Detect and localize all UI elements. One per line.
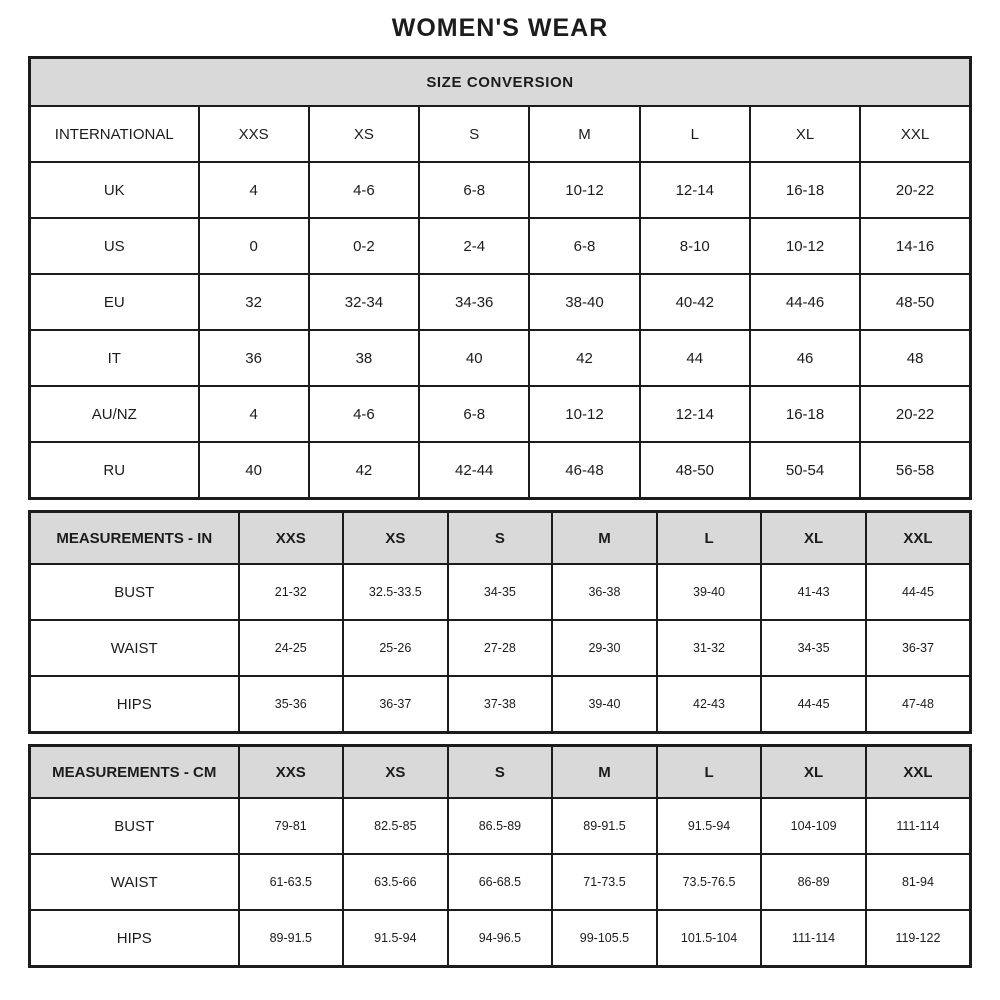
table-cell: 4 [199,386,309,442]
row-label: INTERNATIONAL [30,106,199,162]
size-header-cell: M [552,512,657,565]
table-cell: 119-122 [866,910,971,967]
row-label: BUST [30,564,239,620]
table-cell: 89-91.5 [239,910,344,967]
table-cell: 6-8 [419,386,529,442]
table-cell: 99-105.5 [552,910,657,967]
size-header-cell: L [657,746,762,799]
size-conversion-table [28,56,972,500]
size-header-cell: S [448,512,553,565]
table-cell: 36 [199,330,309,386]
table-cell: XXS [199,106,309,162]
table-cell: 20-22 [860,162,970,218]
size-header-cell: XL [761,512,866,565]
table-cell: 40-42 [640,274,750,330]
table-cell: L [640,106,750,162]
table-cell: 16-18 [750,162,860,218]
table-row [30,330,971,386]
table-cell: 4-6 [309,162,419,218]
table-cell: 34-35 [448,564,553,620]
table-cell: 61-63.5 [239,854,344,910]
table-cell: M [529,106,639,162]
table-cell: 48-50 [860,274,970,330]
table-cell: 37-38 [448,676,553,733]
table-cell: 91.5-94 [343,910,448,967]
table-row [30,620,971,676]
table-cell: 16-18 [750,386,860,442]
table-cell: 6-8 [529,218,639,274]
table-cell: 86.5-89 [448,798,553,854]
table-cell: 4-6 [309,386,419,442]
table-cell: 82.5-85 [343,798,448,854]
table-cell: 0 [199,218,309,274]
table-cell: 40 [419,330,529,386]
table-cell: 20-22 [860,386,970,442]
table-cell: 14-16 [860,218,970,274]
row-label: IT [30,330,199,386]
table-cell: 56-58 [860,442,970,499]
table-cell: 81-94 [866,854,971,910]
page-title: WOMEN'S WEAR [391,14,609,42]
table-cell: 10-12 [750,218,860,274]
table-cell: 73.5-76.5 [657,854,762,910]
table-cell: 12-14 [640,162,750,218]
table-cell: XS [309,106,419,162]
table-title-cell: MEASUREMENTS - CM [30,746,239,799]
table-row [30,910,971,967]
size-header-cell: XXS [239,512,344,565]
table-cell: 46-48 [529,442,639,499]
table-row [30,58,971,107]
size-header-cell: XS [343,746,448,799]
table-cell: 48-50 [640,442,750,499]
table-cell: 36-38 [552,564,657,620]
table-cell: 2-4 [419,218,529,274]
table-cell: 24-25 [239,620,344,676]
table-header-row [30,512,971,565]
table-row [30,564,971,620]
row-label: AU/NZ [30,386,199,442]
table-cell: XL [750,106,860,162]
row-label: WAIST [30,854,239,910]
table-cell: 44 [640,330,750,386]
table-cell: 32 [199,274,309,330]
size-header-cell: M [552,746,657,799]
table-banner: SIZE CONVERSION [30,58,971,107]
table-row [30,386,971,442]
table-cell: 34-36 [419,274,529,330]
table-cell: 42-44 [419,442,529,499]
table-row [30,162,971,218]
table-cell: 10-12 [529,386,639,442]
table-row [30,274,971,330]
table-row [30,106,971,162]
table-row [30,854,971,910]
table-cell: 42 [529,330,639,386]
table-header-row [30,746,971,799]
table-cell: 36-37 [866,620,971,676]
table-cell: 38 [309,330,419,386]
size-header-cell: XXL [866,512,971,565]
table-cell: 29-30 [552,620,657,676]
table-row [30,676,971,733]
table-cell: 44-46 [750,274,860,330]
table-cell: 86-89 [761,854,866,910]
table-cell: 42 [309,442,419,499]
table-cell: 111-114 [866,798,971,854]
table-cell: 35-36 [239,676,344,733]
table-cell: 25-26 [343,620,448,676]
table-cell: 44-45 [761,676,866,733]
row-label: BUST [30,798,239,854]
table-cell: 39-40 [552,676,657,733]
size-header-cell: L [657,512,762,565]
table-cell: 27-28 [448,620,553,676]
table-cell: 104-109 [761,798,866,854]
table-cell: 44-45 [866,564,971,620]
measurements-cm-table [28,744,972,968]
size-header-cell: XL [761,746,866,799]
table-cell: 31-32 [657,620,762,676]
table-cell: 21-32 [239,564,344,620]
table-title-cell: MEASUREMENTS - IN [30,512,239,565]
table-cell: XXL [860,106,970,162]
table-cell: 32.5-33.5 [343,564,448,620]
table-cell: 46 [750,330,860,386]
table-cell: 63.5-66 [343,854,448,910]
row-label: WAIST [30,620,239,676]
row-label: HIPS [30,910,239,967]
table-cell: 48 [860,330,970,386]
row-label: UK [30,162,199,218]
table-row [30,442,971,499]
table-cell: 6-8 [419,162,529,218]
table-cell: 111-114 [761,910,866,967]
table-cell: 40 [199,442,309,499]
table-cell: 36-37 [343,676,448,733]
table-cell: 50-54 [750,442,860,499]
table-cell: 38-40 [529,274,639,330]
row-label: EU [30,274,199,330]
table-cell: 8-10 [640,218,750,274]
size-header-cell: XXL [866,746,971,799]
table-cell: 39-40 [657,564,762,620]
table-cell: 10-12 [529,162,639,218]
table-cell: 32-34 [309,274,419,330]
table-cell: 34-35 [761,620,866,676]
table-cell: 12-14 [640,386,750,442]
row-label: RU [30,442,199,499]
table-cell: 89-91.5 [552,798,657,854]
size-header-cell: XS [343,512,448,565]
size-header-cell: S [448,746,553,799]
measurements-in-table [28,510,972,734]
row-label: HIPS [30,676,239,733]
table-cell: S [419,106,529,162]
table-cell: 101.5-104 [657,910,762,967]
table-row [30,798,971,854]
table-cell: 41-43 [761,564,866,620]
table-cell: 4 [199,162,309,218]
row-label: US [30,218,199,274]
table-cell: 0-2 [309,218,419,274]
table-cell: 66-68.5 [448,854,553,910]
size-header-cell: XXS [239,746,344,799]
table-cell: 47-48 [866,676,971,733]
table-row [30,218,971,274]
table-cell: 71-73.5 [552,854,657,910]
table-cell: 42-43 [657,676,762,733]
table-cell: 79-81 [239,798,344,854]
table-cell: 94-96.5 [448,910,553,967]
table-cell: 91.5-94 [657,798,762,854]
